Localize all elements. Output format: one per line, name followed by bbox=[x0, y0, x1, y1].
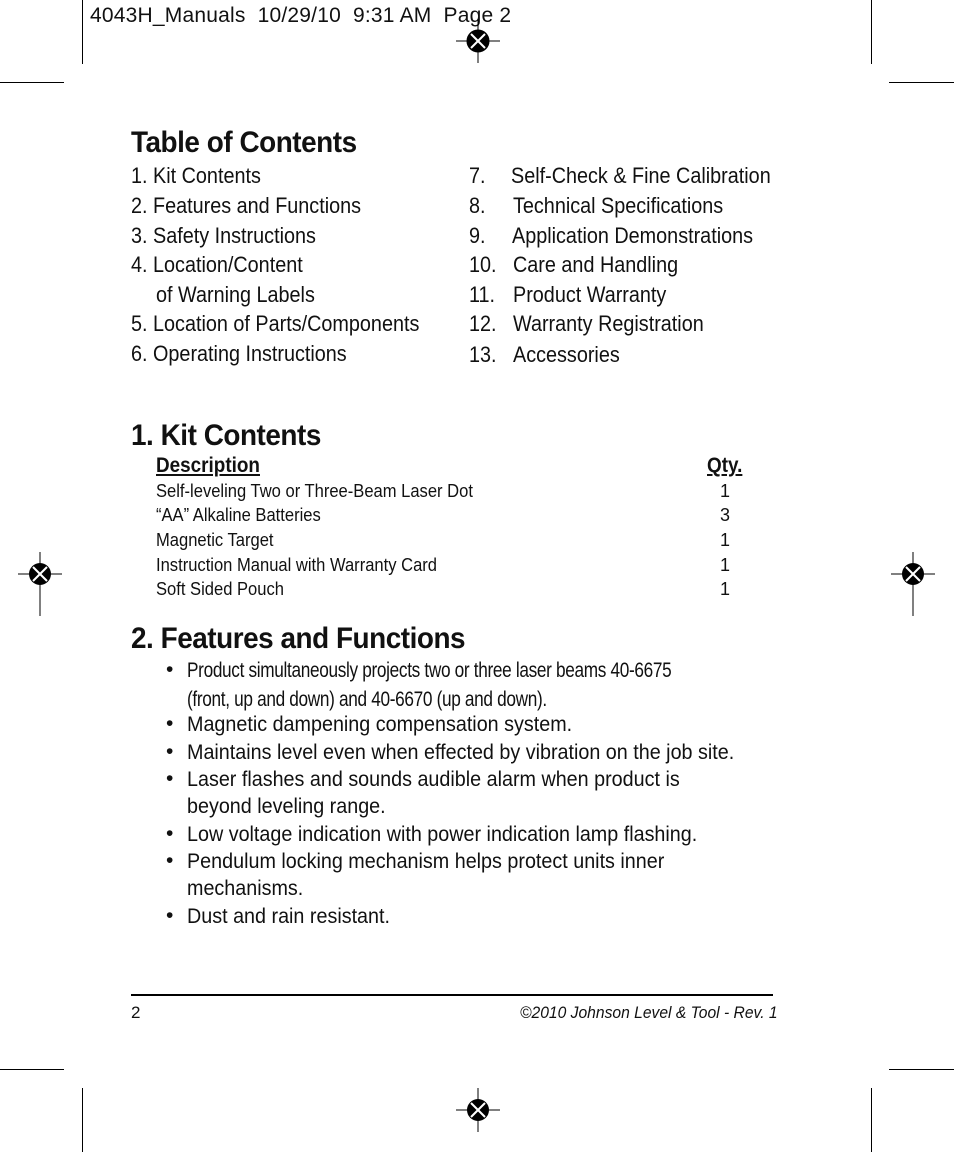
toc-item-11-label[interactable]: Product Warranty bbox=[513, 282, 667, 307]
toc-item-9[interactable] bbox=[469, 223, 486, 249]
crop-mark-top-right-h bbox=[889, 82, 954, 83]
kit-item-description: “AA” Alkaline Batteries bbox=[156, 505, 321, 525]
bullet-icon: • bbox=[166, 767, 174, 790]
print-slug: 4043H_Manuals 10/29/10 9:31 AM Page 2 bbox=[90, 4, 512, 27]
toc-item-7-label[interactable]: Self-Check & Fine Calibration bbox=[511, 163, 771, 188]
feature-text bbox=[187, 766, 751, 820]
toc-item-13[interactable] bbox=[469, 342, 497, 368]
registration-mark-right-icon bbox=[891, 552, 935, 616]
crop-mark-bottom-right-h bbox=[889, 1069, 954, 1070]
feature-line: Pendulum locking mechanism helps protect units inner bbox=[187, 850, 665, 873]
feature-line: Laser flashes and sounds audible alarm when product is bbox=[187, 768, 680, 791]
kit-item-qty: 1 bbox=[720, 579, 731, 599]
toc-item-10-label[interactable]: Care and Handling bbox=[513, 252, 679, 277]
toc-item-8-label[interactable]: Technical Specifications bbox=[513, 193, 724, 218]
crop-mark-bottom-right-v bbox=[871, 1088, 872, 1152]
bullet-icon: • bbox=[166, 740, 174, 763]
kit-item-qty: 1 bbox=[720, 555, 731, 575]
toc-number: 8. bbox=[469, 193, 486, 218]
toc-item-13-label[interactable]: Accessories bbox=[513, 342, 620, 367]
page-number: 2 bbox=[131, 1003, 141, 1022]
kit-item-description: Magnetic Target bbox=[156, 530, 274, 550]
toc-number: 13. bbox=[469, 342, 497, 367]
kit-item-qty: 3 bbox=[720, 505, 731, 525]
toc-title: Table of Contents bbox=[131, 126, 357, 159]
feature-line: mechanisms. bbox=[187, 877, 304, 900]
footer-divider bbox=[131, 994, 773, 996]
feature-line: (front, up and down) and 40-6670 (up and down). bbox=[187, 688, 547, 711]
toc-number: 11. bbox=[469, 282, 496, 307]
crop-mark-top-left-h bbox=[0, 82, 64, 83]
kit-item-qty: 1 bbox=[720, 530, 731, 550]
toc-item-9-label[interactable]: Application Demonstrations bbox=[512, 223, 754, 248]
kit-contents-title: 1. Kit Contents bbox=[131, 419, 321, 452]
kit-item-description: Soft Sided Pouch bbox=[156, 579, 284, 599]
feature-text bbox=[187, 848, 751, 902]
kit-description-header: Description bbox=[156, 454, 260, 477]
feature-line: beyond leveling range. bbox=[187, 795, 386, 818]
bullet-icon: • bbox=[166, 849, 174, 872]
toc-item-5[interactable]: 5. Location of Parts/Components bbox=[131, 311, 420, 336]
toc-item-12-label[interactable]: Warranty Registration bbox=[513, 311, 704, 336]
feature-text: Magnetic dampening compensation system. bbox=[187, 713, 573, 736]
toc-item-4[interactable]: 4. Location/Content bbox=[131, 252, 303, 277]
features-title: 2. Features and Functions bbox=[131, 622, 466, 655]
toc-number: 12. bbox=[469, 311, 497, 336]
toc-item-8[interactable] bbox=[469, 193, 486, 219]
bullet-icon: • bbox=[166, 712, 174, 735]
toc-number: 9. bbox=[469, 223, 486, 248]
kit-item-description: Self-leveling Two or Three-Beam Laser Dot bbox=[156, 481, 473, 501]
feature-text: Maintains level even when effected by vibration on the job site. bbox=[187, 741, 735, 764]
crop-mark-bottom-left-h bbox=[0, 1069, 64, 1070]
toc-item-10[interactable] bbox=[469, 252, 497, 278]
registration-mark-left-icon bbox=[18, 552, 62, 616]
bullet-icon: • bbox=[166, 904, 174, 927]
feature-text bbox=[187, 657, 745, 713]
kit-item-qty: 1 bbox=[720, 481, 731, 501]
toc-item-11[interactable] bbox=[469, 282, 495, 308]
crop-mark-top-left-v bbox=[82, 0, 83, 64]
kit-item-description: Instruction Manual with Warranty Card bbox=[156, 555, 438, 575]
crop-mark-top-right-v bbox=[871, 0, 872, 64]
toc-item-2[interactable]: 2. Features and Functions bbox=[131, 193, 362, 218]
registration-mark-bottom-icon bbox=[456, 1088, 500, 1132]
feature-text: Dust and rain resistant. bbox=[187, 905, 390, 928]
crop-mark-bottom-left-v bbox=[82, 1088, 83, 1152]
registration-mark-top-icon bbox=[456, 19, 500, 63]
feature-text: Low voltage indication with power indication lamp flashing. bbox=[187, 823, 698, 846]
copyright-notice: ©2010 Johnson Level & Tool - Rev. 1 bbox=[520, 1003, 778, 1022]
toc-number: 10. bbox=[469, 252, 497, 277]
toc-item-6[interactable]: 6. Operating Instructions bbox=[131, 341, 347, 366]
bullet-icon: • bbox=[166, 658, 174, 681]
toc-item-1[interactable]: 1. Kit Contents bbox=[131, 163, 261, 188]
toc-item-3[interactable]: 3. Safety Instructions bbox=[131, 223, 316, 248]
feature-line: Product simultaneously projects two or three laser beams 40-6675 bbox=[187, 659, 672, 682]
kit-qty-header: Qty. bbox=[707, 454, 743, 477]
toc-item-12[interactable] bbox=[469, 311, 497, 337]
toc-item-7[interactable] bbox=[469, 163, 486, 189]
toc-item-4-continued[interactable]: of Warning Labels bbox=[156, 282, 315, 307]
toc-number: 7. bbox=[469, 163, 486, 188]
bullet-icon: • bbox=[166, 822, 174, 845]
